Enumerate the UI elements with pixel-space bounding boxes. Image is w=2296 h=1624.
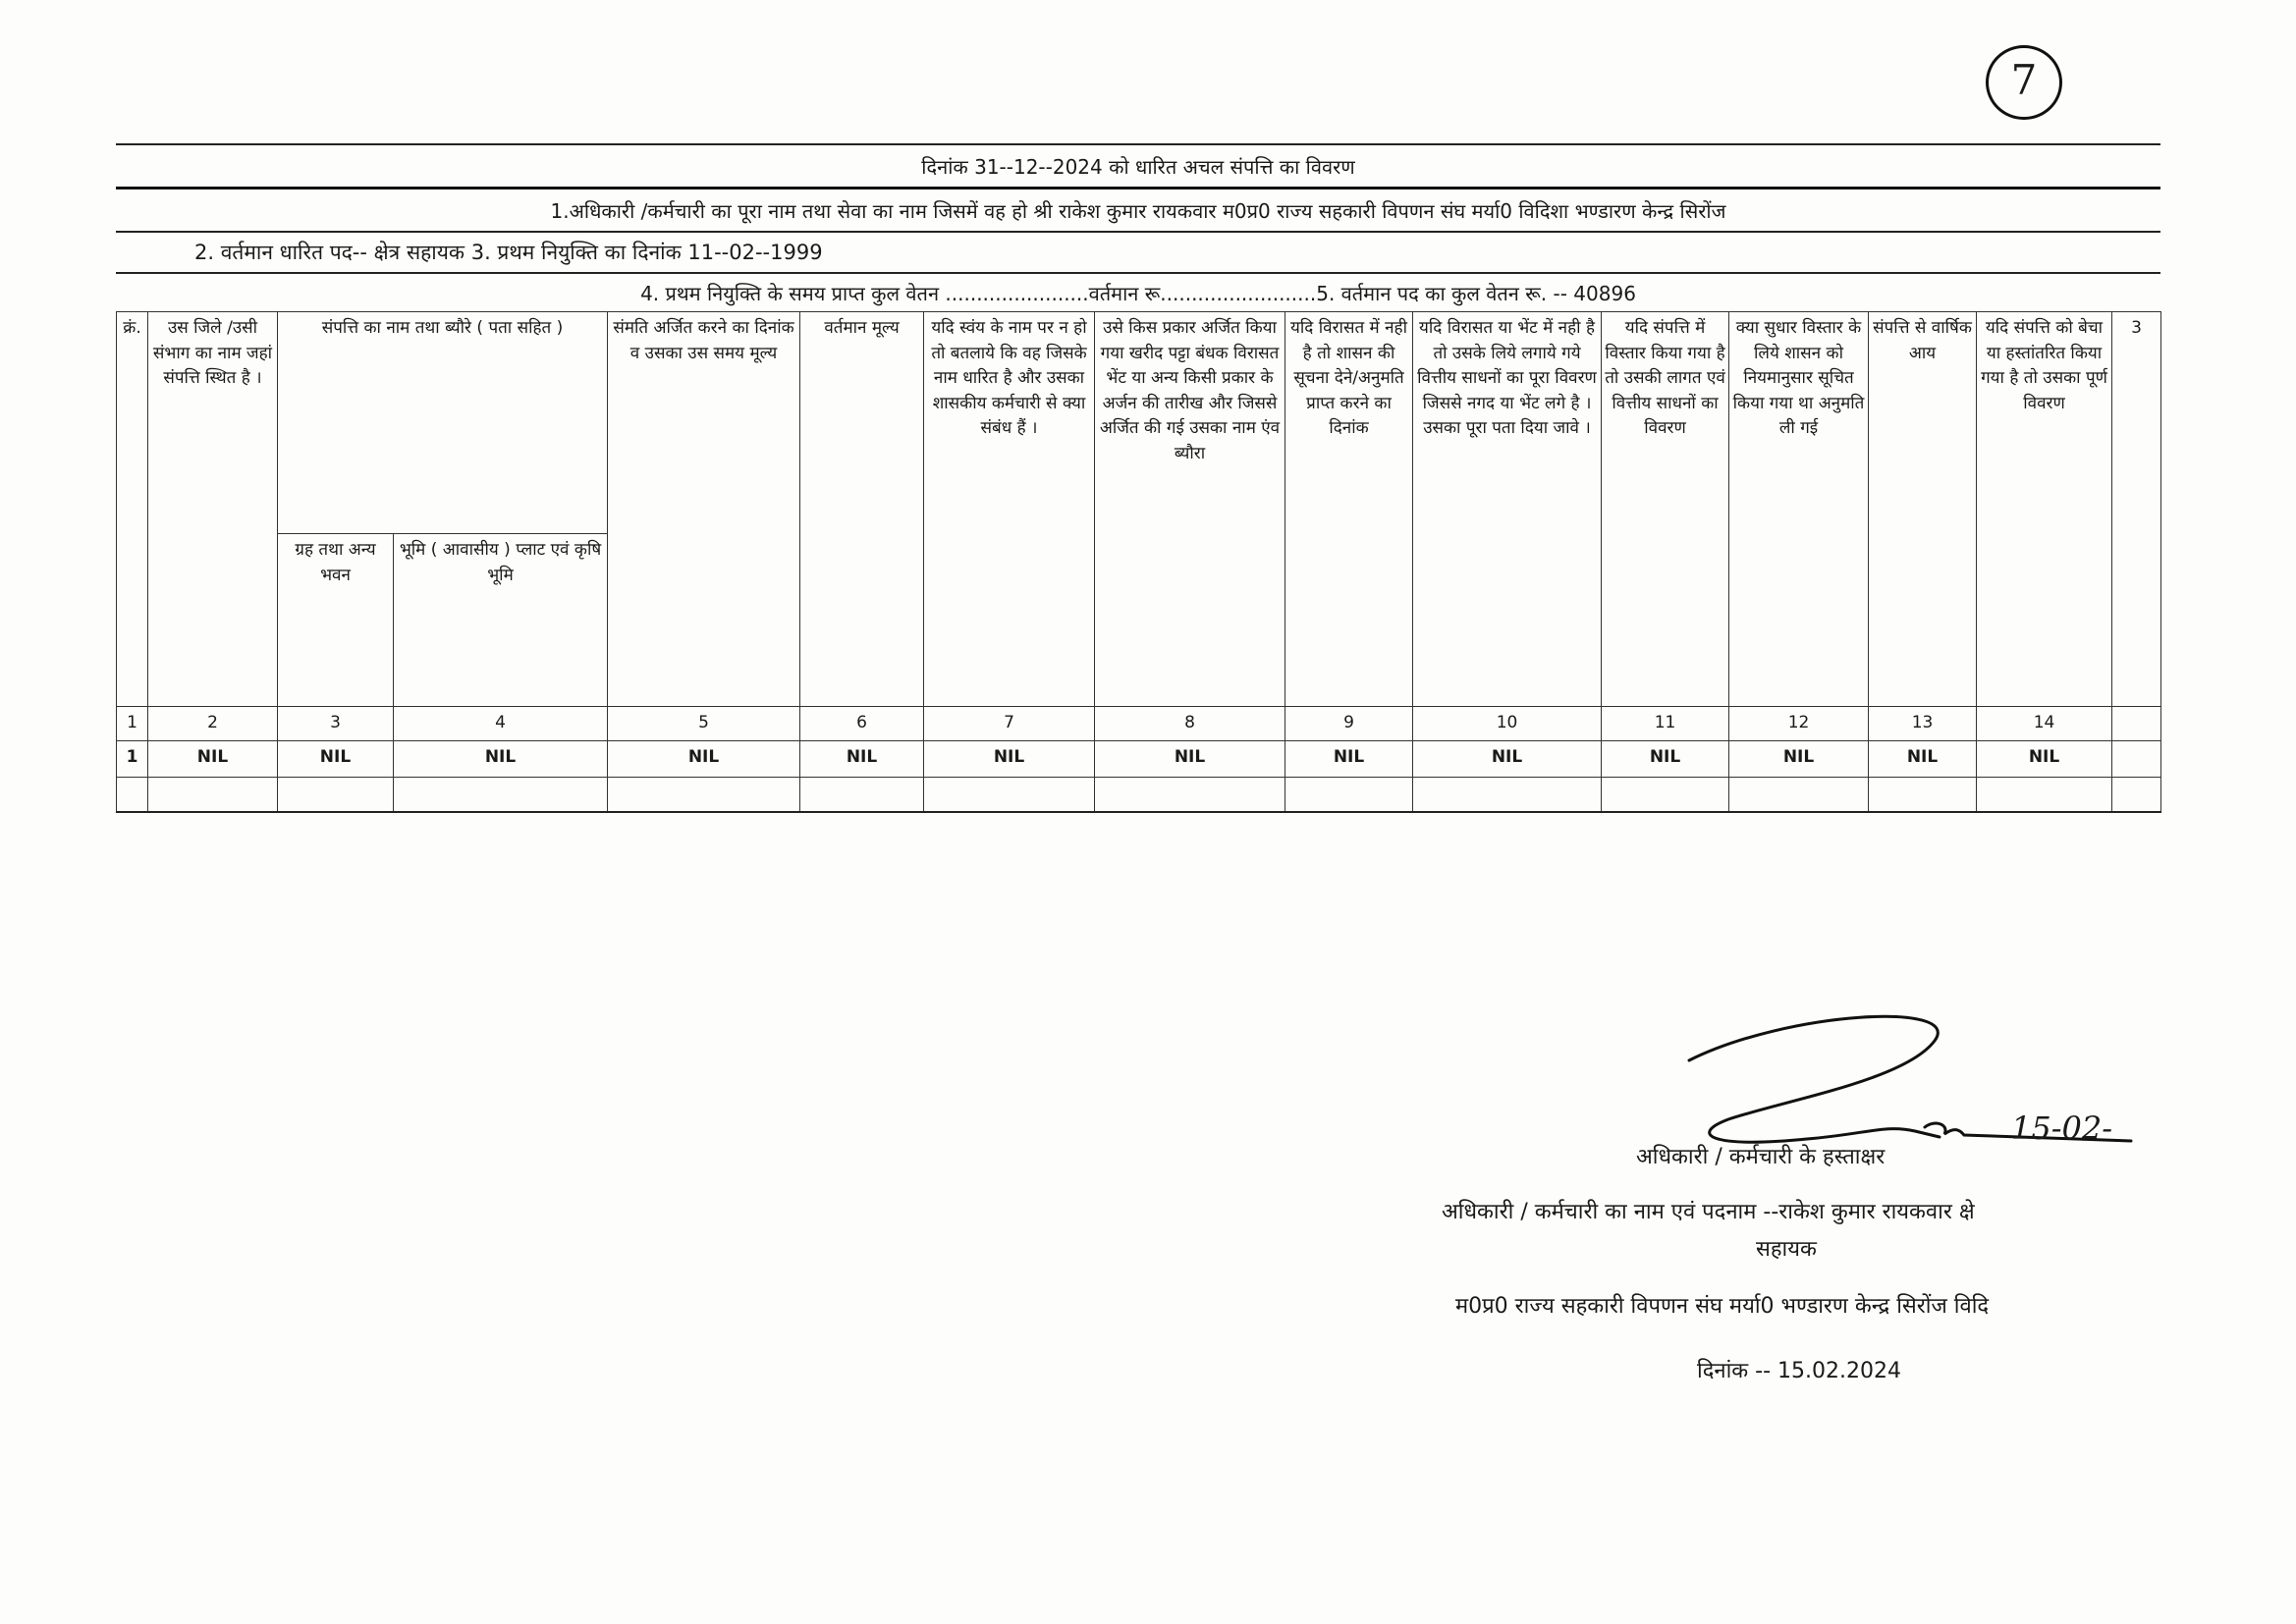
column-number: 3 [278,707,394,741]
col-header-govt-permission: क्या सुधार विस्तार के लिये शासन को नियमानुसार सूचित किया गया था अनुमति ली गई [1729,312,1869,707]
col-header-land: भूमि ( आवासीय ) प्लाट एवं कृषि भूमि [394,534,608,707]
column-number: 4 [394,707,608,741]
column-number: 9 [1285,707,1413,741]
empty-cell [394,778,608,813]
empty-cell [1977,778,2112,813]
column-number: 13 [1869,707,1977,741]
col-header-serial: क्रं. [117,312,148,707]
empty-row [117,778,2161,813]
table-cell: NIL [1413,741,1602,778]
table-cell: NIL [278,741,394,778]
column-number: 5 [608,707,800,741]
form-title: दिनांक 31--12--2024 को धारित अचल संपत्ति का विवरण [116,143,2160,187]
col-header-buildings: ग्रह तथा अन्य भवन [278,534,394,707]
column-number [2112,707,2161,741]
asset-table [116,311,2161,813]
current-pay-total: 5. वर्तमान पद का कुल वेतन रू. -- 40896 [1316,281,1636,305]
empty-cell [1602,778,1729,813]
column-number: 2 [148,707,278,741]
table-cell: NIL [1285,741,1413,778]
col-header-extra: 3 [2112,312,2161,707]
column-number: 6 [800,707,924,741]
col-header-holder-relation: यदि स्वंय के नाम पर न हो तो बतलाये कि वह जिसके नाम धारित है और उसका शासकीय कर्मचारी से क्या संबंध हैं । [924,312,1095,707]
footer-organization-line: म0प्र0 राज्य सहकारी विपणन संघ मर्या0 भण्डारण केन्द्र सिरोंज विदि [1455,1294,1990,1319]
table-cell: NIL [608,741,800,778]
empty-cell [1095,778,1285,813]
column-number: 12 [1729,707,1869,741]
col-header-acquisition-date: संमति अर्जित करने का दिनांक व उसका उस समय मूल्य [608,312,800,707]
footer-name-line-2: सहायक [1756,1237,1817,1262]
col-header-expansion-cost: यदि संपत्ति में विस्तार किया गया है तो उसकी लागत एवं वित्तीय साधनों का विवरण [1602,312,1729,707]
column-number: 7 [924,707,1095,741]
table-cell: NIL [394,741,608,778]
col-header-property-name: संपत्ति का नाम तथा ब्यौरे ( पता सहित ) [278,312,608,534]
col-header-permission-date: यदि विरासत में नही है तो शासन की सूचना देने/अनुमति प्राप्त करने का दिनांक [1285,312,1413,707]
empty-cell [924,778,1095,813]
col-header-annual-income: संपत्ति से वार्षिक आय [1869,312,1977,707]
empty-cell [1869,778,1977,813]
empty-cell [2112,778,2161,813]
table-cell: 1 [117,741,148,778]
empty-cell [1413,778,1602,813]
initial-salary: 4. प्रथम नियुक्ति के समय प्राप्त कुल वेतन ....................... [640,281,1089,305]
col-header-district: उस जिले /उसी संभाग का नाम जहां संपत्ति स्थित है । [148,312,278,707]
column-number: 1 [117,707,148,741]
signature-date-scribble: 15-02- [2011,1110,2113,1147]
table-cell: NIL [1729,741,1869,778]
empty-cell [1285,778,1413,813]
designation-line: 2. वर्तमान धारित पद-- क्षेत्र सहायक 3. प्रथम नियुक्ति का दिनांक 11--02--1999 [116,231,2160,272]
table-cell: NIL [1095,741,1285,778]
asset-declaration-form [116,143,2160,813]
footer-name-line: अधिकारी / कर्मचारी का नाम एवं पदनाम --राकेश कुमार रायकवार क्षे [1442,1200,1975,1224]
table-row [117,741,2161,778]
col-header-financial-sources: यदि विरासत या भेंट में नही है तो उसके लिये लगाये गये वित्तीय साधनों का पूरा विवरण जिससे नगद या भेंट लगे है । उसका पूरा पता दिया जावे । [1413,312,1602,707]
table-cell: NIL [1602,741,1729,778]
column-number: 14 [1977,707,2112,741]
empty-cell [608,778,800,813]
table-cell: NIL [1977,741,2112,778]
column-number: 8 [1095,707,1285,741]
salary-line [116,272,2160,311]
empty-cell [278,778,394,813]
page-number: 7 [1986,45,2062,120]
col-header-transfer-details: यदि संपत्ति को बेचा या हस्तांतरित किया गया है तो उसका पूर्ण विवरण [1977,312,2112,707]
footer-date-line: दिनांक -- 15.02.2024 [1697,1359,1902,1383]
table-cell: NIL [148,741,278,778]
col-header-acquisition-mode: उसे किस प्रकार अर्जित किया गया खरीद पट्टा बंधक विरासत भेंट या अन्य किसी प्रकार के अर्जन की तारीख और जिससे अर्जित की गई उसका नाम एंव ब्यौरा [1095,312,1285,707]
table-cell: NIL [1869,741,1977,778]
empty-cell [800,778,924,813]
signature-caption: अधिकारी / कर्मचारी के हस्ताक्षर [1636,1145,1886,1169]
table-cell: NIL [800,741,924,778]
employee-name-line: 1.अधिकारी /कर्मचारी का पूरा नाम तथा सेवा का नाम जिसमें वह हो श्री राकेश कुमार रायकवार म0प्र0 राज्य सहकारी विपणन संघ मर्या0 विदिशा भण्डारण केन्द्र सिरोंज [116,187,2160,231]
empty-cell [148,778,278,813]
empty-cell [1729,778,1869,813]
column-number: 10 [1413,707,1602,741]
column-number: 11 [1602,707,1729,741]
current-salary-blank: वर्तमान रू......................... [1088,281,1317,305]
column-number-row [117,707,2161,741]
empty-cell [117,778,148,813]
table-cell: NIL [924,741,1095,778]
col-header-current-value: वर्तमान मूल्य [800,312,924,707]
table-cell [2112,741,2161,778]
